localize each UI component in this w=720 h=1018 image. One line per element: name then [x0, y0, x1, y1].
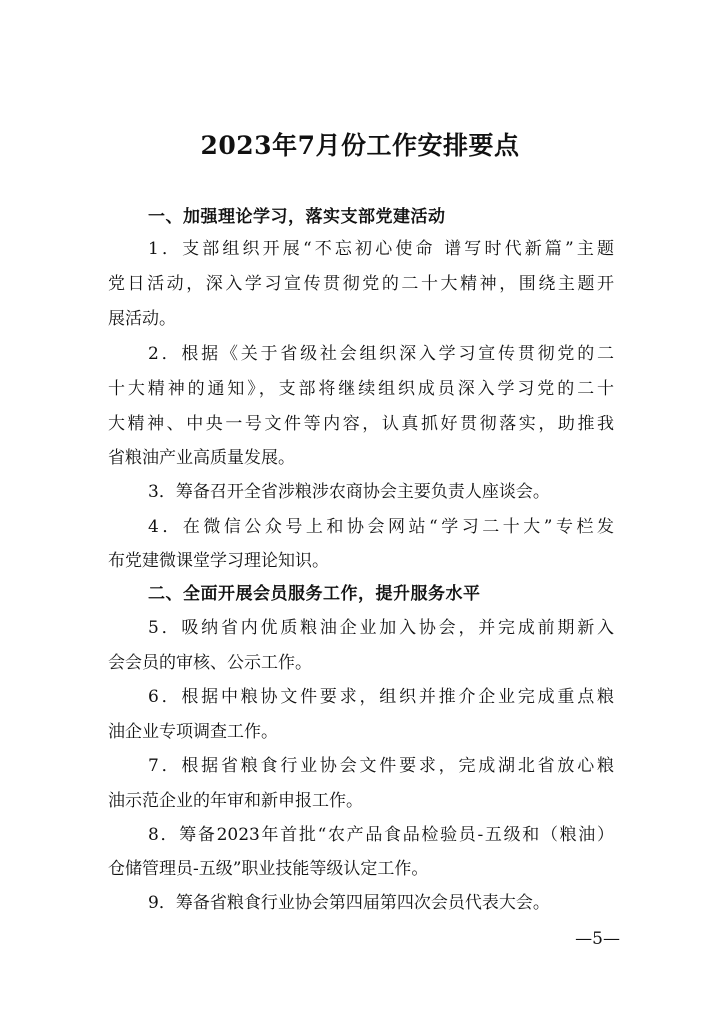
item-7-line-2: 油示范企业的年审和新申报工作。 — [108, 791, 363, 811]
item-6-line-2: 油企业专项调查工作。 — [108, 722, 278, 742]
item-9-line-1: 9．筹备省粮食行业协会第四届第四次会员代表大会。 — [148, 893, 550, 913]
item-1-line-2: 党日活动，深入学习宣传贯彻党的二十大精神，围绕主题开 — [108, 274, 614, 294]
item-6-line-1: 6．根据中粮协文件要求，组织并推介企业完成重点粮 — [148, 687, 614, 707]
item-2-line-2: 十大精神的通知》，支部将继续组织成员深入学习党的二十 — [108, 379, 614, 399]
item-2-line-4: 省粮油产业高质量发展。 — [108, 448, 295, 468]
item-1-line-3: 展活动。 — [108, 309, 176, 329]
item-2-line-3: 大精神、中央一号文件等内容，认真抓好贯彻落实，助推我 — [108, 414, 614, 434]
item-5-line-2: 会会员的审核、公示工作。 — [108, 653, 312, 673]
item-2-line-1: 2．根据《关于省级社会组织深入学习宣传贯彻党的二 — [148, 344, 614, 364]
item-8-line-2: 仓储管理员-五级”职业技能等级认定工作。 — [108, 859, 429, 879]
item-5-line-1: 5．吸纳省内优质粮油企业加入协会，并完成前期新入 — [148, 618, 614, 638]
item-4-line-2: 布党建微课堂学习理论知识。 — [108, 551, 329, 571]
page-number: —5— — [575, 929, 620, 949]
item-3-line-1: 3．筹备召开全省涉粮涉农商协会主要负责人座谈会。 — [148, 482, 550, 502]
document-title: 2023年7月份工作安排要点 — [200, 131, 520, 160]
section-heading-2: 二、全面开展会员服务工作，提升服务水平 — [148, 584, 481, 604]
item-1-line-1: 1．支部组织开展“不忘初心使命 谱写时代新篇”主题 — [148, 239, 614, 259]
item-4-line-1: 4．在微信公众号上和协会网站“学习二十大”专栏发 — [148, 517, 614, 537]
section-heading-1: 一、加强理论学习，落实支部党建活动 — [148, 207, 446, 227]
item-7-line-1: 7．根据省粮食行业协会文件要求，完成湖北省放心粮 — [148, 756, 614, 776]
item-8-line-1: 8．筹备2023年首批“农产品食品检验员-五级和（粮油） — [148, 825, 614, 845]
